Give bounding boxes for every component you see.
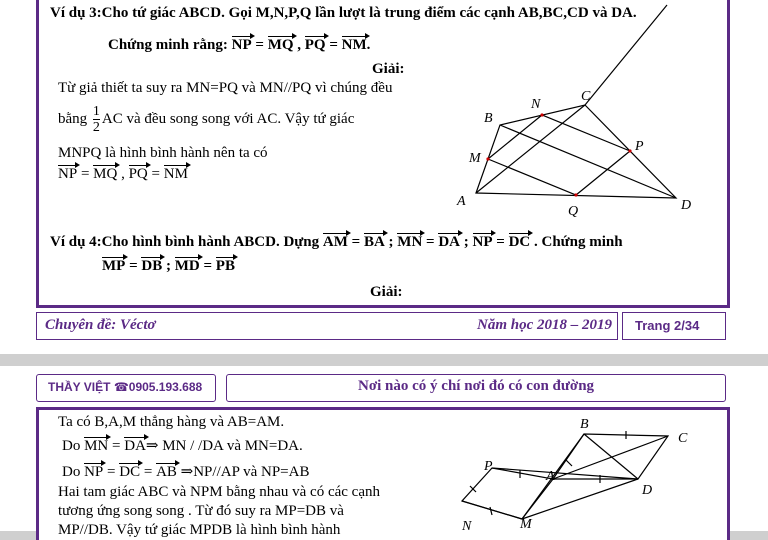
label-n2: N xyxy=(462,519,472,531)
label-b2: B xyxy=(580,417,589,432)
footer-left-box xyxy=(36,312,618,340)
example-4-claim: MP = DB ; MD = PB xyxy=(102,258,235,274)
label-n: N xyxy=(531,97,541,112)
figure-parallelogram-abcd xyxy=(0,366,768,531)
phone-icon: ☎ xyxy=(113,380,129,394)
label-m: M xyxy=(469,151,481,166)
p2-line-4: Hai tam giác ABC và NPM bằng nhau và có các cạnh xyxy=(58,484,380,500)
footer-page: Trang 2/34 xyxy=(635,318,700,333)
p2-line-6: MP//DB. Vậy tứ giác MPDB là hình bình hành xyxy=(58,522,341,538)
fraction-one-half: $\frac{1}{2}$ xyxy=(92,104,100,135)
label-d: D xyxy=(681,198,692,213)
quadrilateral-abcd xyxy=(476,105,676,198)
label-p: P xyxy=(635,139,644,154)
p2-line-5: tương ứng song song . Từ đó suy ra MP=DB và xyxy=(58,503,344,519)
example-3-title: Ví dụ 3:Cho tứ giác ABCD. Gọi M,N,P,Q lần lượt là trung điểm các cạnh AB,BC,CD và DA. xyxy=(50,5,637,21)
solution-label-2: Giải: xyxy=(370,284,403,300)
example-4-title: Ví dụ 4:Cho hình bình hành ABCD. Dựng AM = BA ; MN = DA ; NP = DC . Chứng minh xyxy=(50,234,623,250)
footer-year: Năm học 2018 – 2019 xyxy=(477,317,612,333)
label-a2: A xyxy=(546,469,555,484)
parallelogram-npma xyxy=(462,468,553,519)
p2-line-3: Do NP = DC = AB ⇒NP//AP và NP=AB xyxy=(62,464,310,480)
document-page-2 xyxy=(0,366,768,538)
solution-line-2: bằng $\frac{1}{2}$ AC và đều song song với AC. Vậy tứ giác xyxy=(58,104,355,135)
footer-topic: Chuyên đề: Véctơ xyxy=(45,317,156,333)
p2-line-2: Do MN = DA⇒ MN / /DA và MN=DA. xyxy=(62,438,303,454)
label-q: Q xyxy=(568,204,579,219)
example-3-prove: Chứng minh rằng: NP = MQ , PQ = NM. xyxy=(108,37,371,53)
label-c: C xyxy=(581,89,591,104)
solution-label: Giải: xyxy=(372,61,405,77)
label-b: B xyxy=(484,111,493,126)
solution-line-3: MNPQ là hình bình hành nên ta có xyxy=(58,145,268,161)
label-p2: P xyxy=(484,459,493,474)
p2-line-1: Ta có B,A,M thẳng hàng và AB=AM. xyxy=(58,414,285,430)
label-d2: D xyxy=(642,483,653,498)
header-teacher: THẦY VIỆT ☎0905.193.688 xyxy=(48,380,203,394)
footer-page-box xyxy=(622,312,726,340)
label-c2: C xyxy=(678,431,688,446)
solution-line-1: Từ giả thiết ta suy ra MN=PQ và MN//PQ vì chúng đều xyxy=(58,80,393,96)
label-m2: M xyxy=(520,517,532,531)
label-a: A xyxy=(457,194,466,209)
solution-line-4: NP = MQ , PQ = NM xyxy=(58,166,188,182)
header-motto: Nơi nào có ý chí nơi đó có con đường xyxy=(358,378,595,394)
parallelogram-mnpq xyxy=(488,115,630,195)
